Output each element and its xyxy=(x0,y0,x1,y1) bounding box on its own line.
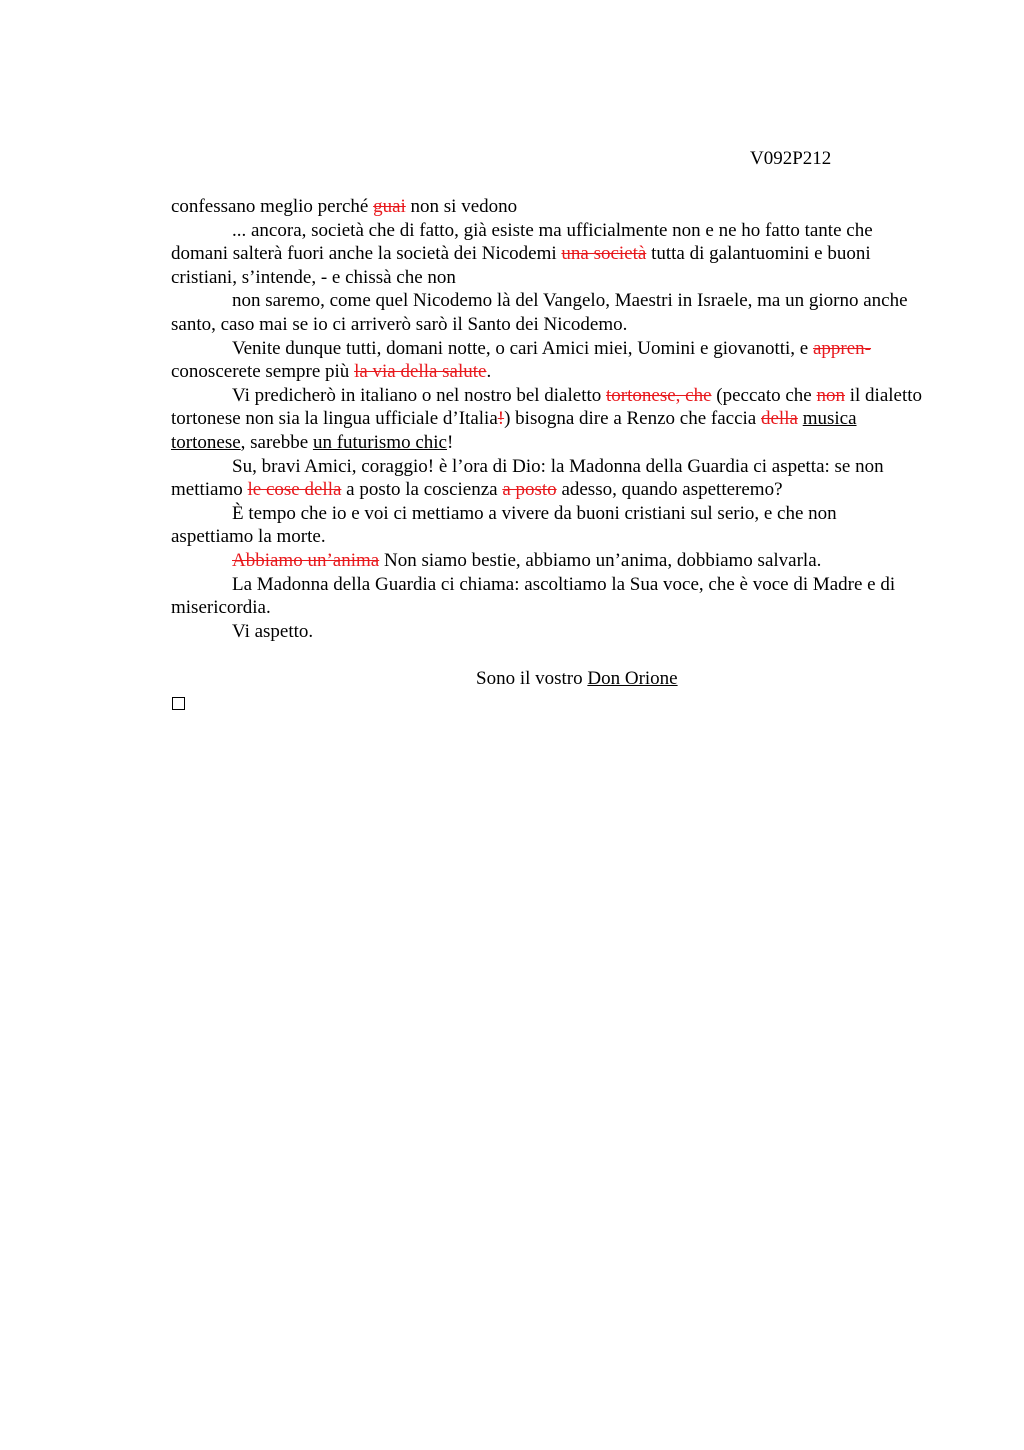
paragraph-1: confessano meglio perché guai non si vedono xyxy=(171,196,518,217)
paragraph-9: La Madonna della Guardia ci chiama: ascoltiamo la Sua voce, che è voce di Madre e di misericordia. xyxy=(171,573,896,619)
signature-name: Don Orione xyxy=(587,668,678,690)
deleted-text: a posto xyxy=(502,479,557,501)
paragraph-4: Venite dunque tutti, domani notte, o cari Amici miei, Uomini e giovanotti, e appren- conoscerete sempre più la via della salute. xyxy=(171,337,872,383)
letter-body xyxy=(171,195,923,691)
paragraph-7: È tempo che io e voi ci mettiamo a vivere da buoni cristiani sul serio, e che non aspettiamo la morte. xyxy=(171,502,837,548)
deleted-text: ! xyxy=(497,408,505,430)
paragraph-8: Abbiamo un’anima Non siamo bestie, abbiamo un’anima, dobbiamo salvarla. xyxy=(232,549,822,571)
deleted-text: guai xyxy=(373,196,406,217)
underlined-text: un futurismo chic xyxy=(312,431,447,453)
paragraph-10: Vi aspetto. xyxy=(232,620,314,642)
signature-line: Sono il vostro Don Orione xyxy=(476,668,678,690)
deleted-text: appren- xyxy=(812,337,872,359)
deleted-text: Abbiamo un’anima xyxy=(232,549,380,571)
paragraph-3: non saremo, come quel Nicodemo là del Vangelo, Maestri in Israele, ma un giorno anche santo, caso mai se io ci arriverò sarò il Santo dei Nicodemo. xyxy=(171,290,908,335)
deleted-text: tortonese, che xyxy=(606,384,712,406)
page-reference: V092P212 xyxy=(750,148,832,169)
deleted-text: della xyxy=(761,408,798,430)
paragraph-2: ... ancora, società che di fatto, già esiste ma ufficialmente non e ne ho fatto tante che domani salterà fuori anche la società dei Nicodemi una società tutta di galantuomini e buoni cristiani, s’intende, - e chissà che non xyxy=(171,219,873,288)
underlined-text: musica tortonese xyxy=(171,408,857,453)
deleted-text: non xyxy=(816,384,845,406)
deleted-text: le cose della xyxy=(247,479,342,501)
paragraph-5: Vi predicherò in italiano o nel nostro bel dialetto tortonese, che (peccato che non il dialetto tortonese non sia la lingua ufficiale d’Italia!) bisogna dire a Renzo che faccia della musica tortonese, sarebbe un futurismo chic! xyxy=(171,384,923,453)
paragraph-6: Su, bravi Amici, coraggio! è l’ora di Dio: la Madonna della Guardia ci aspetta: se non mettiamo le cose della a posto la coscienza a posto adesso, quando aspetteremo? xyxy=(171,455,884,501)
deleted-text: la via della salute xyxy=(354,361,487,383)
deleted-text: una società xyxy=(561,243,647,265)
checkbox-square-icon xyxy=(172,697,185,710)
